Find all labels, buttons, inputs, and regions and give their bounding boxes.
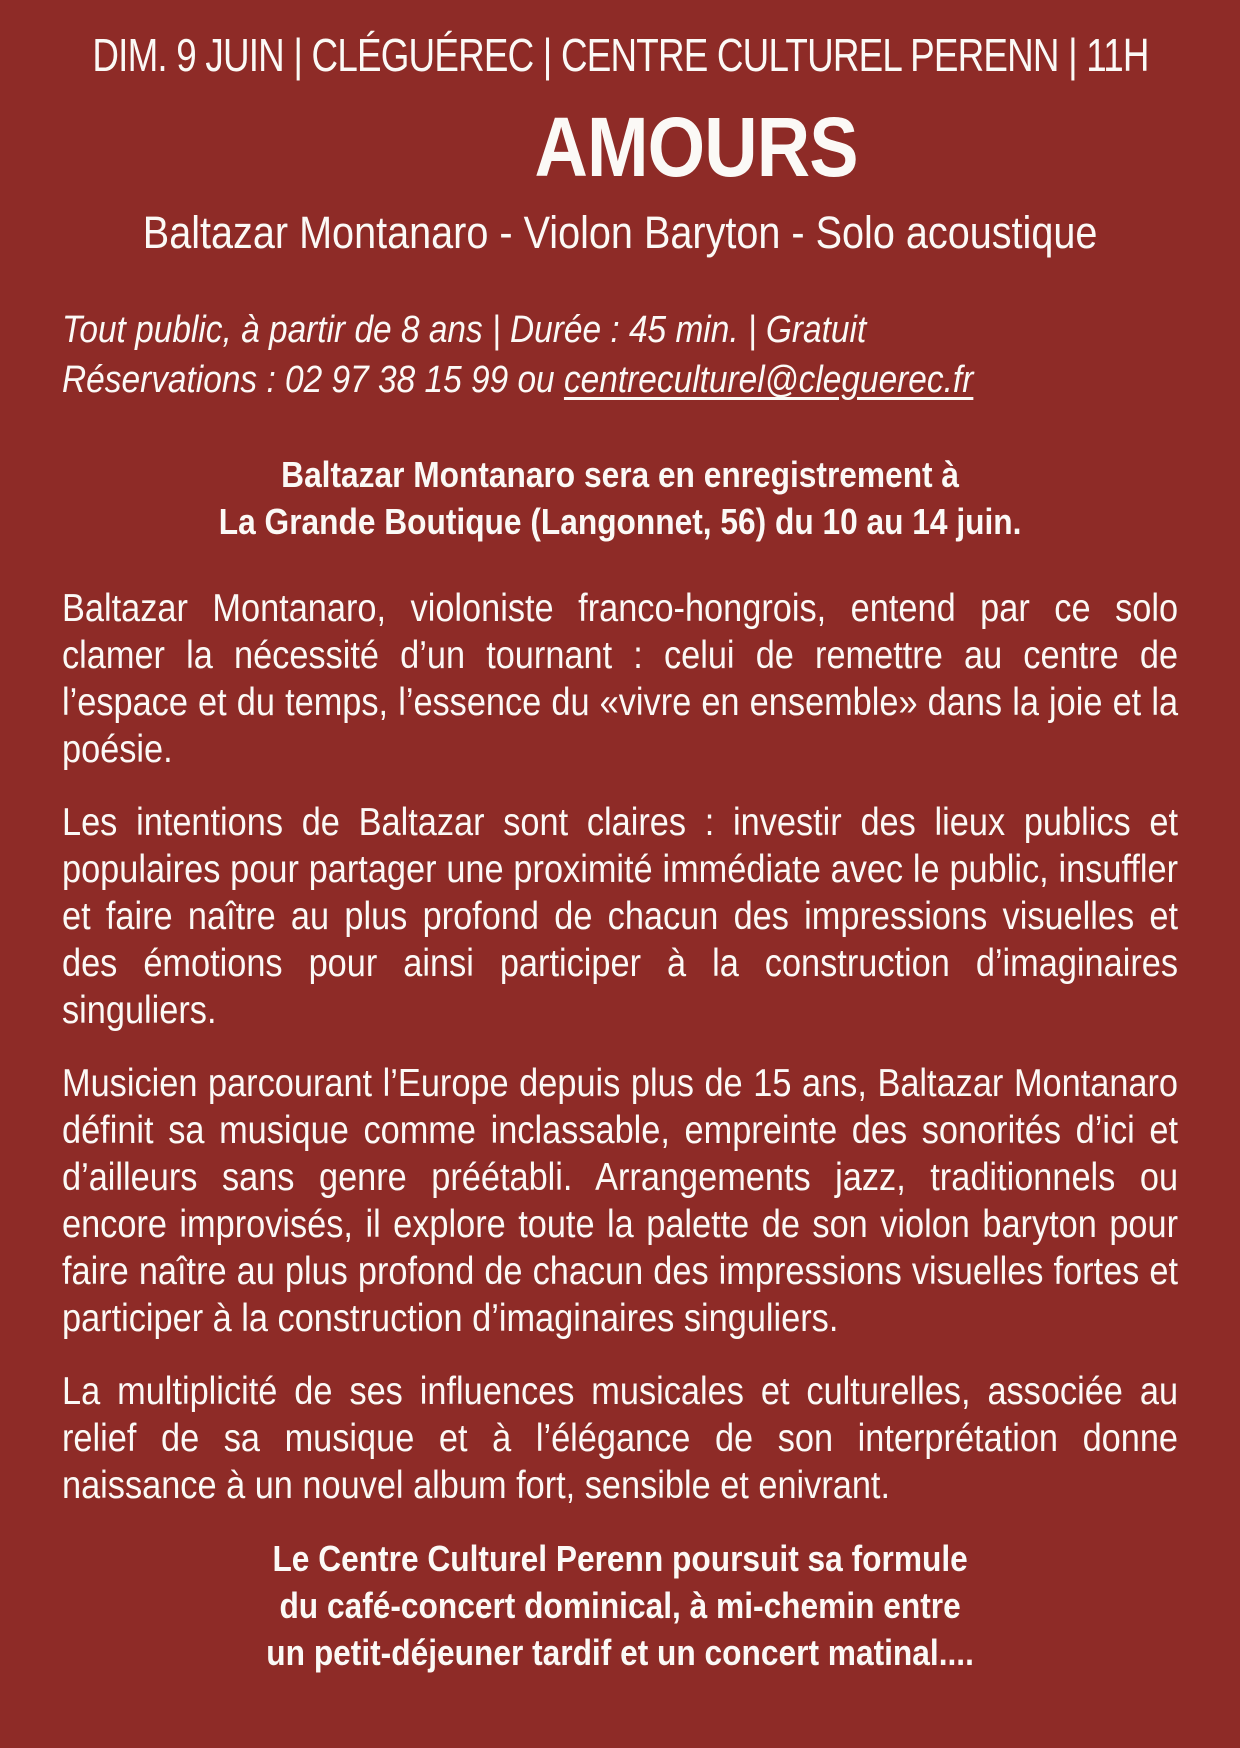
event-info-banner: DIM. 9 JUIN | CLÉGUÉREC | CENTRE CULTUREL PERENN | 11H [91,29,1149,81]
footer-note-line: du café-concert dominical, à mi-chemin entre [279,1585,961,1626]
music-description-paragraph: Musicien parcourant l’Europe depuis plus de 15 ans, Baltazar Montanaro définit sa musique comme inclassable, empreinte des sonorités d’ici et d’ailleurs sans genre préétabli. Arrangements jazz, traditionnels ou encore improvisés, il explore toute la palette de son violon baryton pour faire naître au plus profond de chacun des impressions visuelles fortes et participer à la construction d’imaginaires singuliers. [62,1062,1179,1340]
bio-paragraph: Baltazar Montanaro, violoniste franco-hongrois, entend par ce solo clamer la nécessité d’un tournant : celui de remettre au centre de l’espace et du temps, l’essence du «vivre en ensemble» dans la joie et la poésie. [62,587,1179,771]
event-title: AMOURS [534,100,858,194]
audience-duration-price-line: Tout public, à partir de 8 ans | Durée : 45 min. | Gratuit [62,309,867,351]
reservation-text: Réservations : 02 97 38 15 99 ou [62,359,564,401]
footer-note-line: Le Centre Culturel Perenn poursuit sa formule [272,1538,968,1579]
footer-note [62,1535,1178,1676]
recording-note-line: Baltazar Montanaro sera en enregistrement à [281,454,959,495]
recording-note [62,451,1178,545]
practical-info [62,305,1178,405]
email-link[interactable]: centreculturel@cleguerec.fr [563,359,974,401]
event-subtitle: Baltazar Montanaro - Violon Baryton - Solo acoustique [142,207,1098,258]
intentions-paragraph: Les intentions de Baltazar sont claires : investir des lieux publics et populaires pour partager une proximité immédiate avec le public, insuffler et faire naître au plus profond de chacun des impressions visuelles et des émotions pour ainsi participer à la construction d’imaginaires singuliers. [62,801,1179,1032]
recording-note-line: La Grande Boutique (Langonnet, 56) du 10 au 14 juin. [218,501,1022,542]
reservation-line [62,355,1178,405]
footer-note-line: un petit-déjeuner tardif et un concert matinal.... [266,1632,974,1673]
album-paragraph: La multiplicité de ses influences musicales et culturelles, associée au relief de sa musique et à l’élégance de son interprétation donne naissance à un nouvel album fort, sensible et enivrant. [62,1370,1179,1507]
